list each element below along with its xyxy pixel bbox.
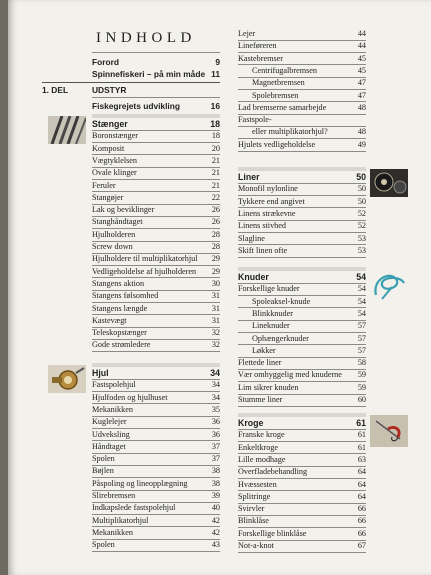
entry-page: 28 [211, 242, 220, 251]
entry-label: Lineknuder [252, 321, 290, 331]
toc-entry[interactable] [238, 53, 366, 65]
entry-page: 36 [211, 417, 220, 427]
entry-label: Multiplikatorhjul [92, 515, 149, 525]
entry-page: 64 [357, 479, 366, 489]
toc-entry[interactable] [92, 539, 220, 551]
entry-label: Svirvler [238, 504, 265, 514]
entry-page: 59 [357, 370, 366, 380]
entry-label: Lille modhage [238, 454, 286, 464]
entry-page: 64 [357, 467, 366, 477]
part-name: UDSTYR [92, 85, 127, 95]
entry-label: Lad bremserne samarbejde [238, 102, 327, 112]
entry-label: Blinklåse [238, 516, 269, 526]
hook-thumbnail [370, 415, 408, 447]
toc-entry[interactable] [92, 490, 220, 502]
section-heading[interactable] [238, 271, 366, 283]
entry-page: 22 [211, 192, 220, 202]
row-rule [238, 151, 366, 152]
row-rule [238, 406, 366, 407]
entry-page: 21 [211, 168, 220, 178]
entry-page: 9 [215, 57, 220, 67]
page-title: INDHOLD [96, 30, 196, 46]
entry-label: Løkker [252, 345, 276, 355]
section-heading[interactable] [238, 417, 366, 429]
entry-label: Kuglelejer [92, 417, 127, 427]
entry-page: 59 [357, 382, 366, 392]
entry-page: 50 [357, 196, 366, 206]
entry-label: Kastebremser [238, 53, 284, 63]
entry-page: 20 [211, 143, 220, 153]
line-spool-thumbnail [370, 169, 408, 197]
toc-entry[interactable] [92, 130, 220, 142]
entry-page: 54 [357, 308, 366, 318]
entry-label: Slirebremsen [92, 491, 136, 500]
entry-label: Splitringe [238, 491, 271, 501]
entry-page: 37 [211, 441, 220, 451]
entry-label: Teleskopstænger [92, 328, 147, 338]
entry-label: Lak og beviklinger [92, 205, 155, 215]
toc-entry[interactable] [92, 429, 220, 441]
section-heading[interactable] [92, 118, 220, 130]
toc-entry[interactable] [92, 303, 220, 315]
toc-entry[interactable] [238, 233, 366, 245]
toc-entry[interactable] [238, 333, 366, 345]
toc-entry[interactable] [92, 56, 220, 68]
entry-label: Blinkknuder [252, 308, 293, 318]
toc-entry[interactable] [92, 515, 220, 527]
entry-label: Spolen [92, 454, 115, 464]
entry-label: Monofil nylonline [238, 184, 298, 194]
entry-label: Lineføreren [238, 41, 277, 51]
entry-label: Bøjlen [92, 466, 114, 476]
entry-label: Mekanikken [92, 404, 133, 414]
section-heading[interactable] [92, 367, 220, 379]
toc-entry[interactable] [92, 155, 220, 167]
part-number: 1. DEL [42, 85, 69, 95]
entry-page: 50 [357, 184, 366, 194]
entry-label: Enkeltkroge [238, 442, 279, 452]
entry-page: 34 [210, 368, 220, 378]
entry-label: Håndtaget [92, 441, 126, 451]
entry-label: Fiskegrejets udvikling [92, 101, 180, 111]
toc-entry[interactable] [92, 290, 220, 302]
entry-label: Tykkere end angivet [238, 196, 305, 206]
entry-label: Centrifugalbremsen [252, 65, 318, 75]
entry-page: 43 [211, 540, 220, 550]
toc-entry[interactable] [238, 183, 366, 195]
entry-label: Feruler [92, 180, 116, 190]
toc-entry[interactable] [238, 208, 366, 220]
entry-label: Boronstænger [92, 131, 138, 141]
toc-entry[interactable] [238, 466, 366, 478]
entry-page: 64 [357, 491, 366, 501]
entry-label: Franske kroge [238, 430, 285, 440]
toc-entry[interactable] [92, 453, 220, 465]
toc-entry[interactable] [92, 392, 220, 404]
entry-label: Stangens følsomhed [92, 291, 159, 301]
entry-label: Ophængerknuder [252, 333, 309, 343]
entry-page: 57 [357, 321, 366, 331]
book-page [8, 0, 431, 575]
entry-label: Skift linen ofte [238, 245, 288, 255]
entry-page: 48 [357, 102, 366, 112]
entry-page: 58 [357, 358, 366, 368]
entry-label: Hjul [92, 368, 109, 378]
reel-thumbnail [48, 365, 86, 393]
toc-entry[interactable] [238, 196, 366, 208]
entry-page: 66 [357, 504, 366, 514]
entry-label: Stanghåndtaget [92, 217, 143, 227]
rods-thumbnail [48, 116, 86, 144]
toc-entry[interactable] [92, 379, 220, 391]
entry-label: Lim sikrer knuden [238, 382, 299, 392]
entry-page: 18 [210, 119, 220, 129]
entry-label: Lejer [238, 29, 256, 38]
entry-label: Stænger [92, 119, 128, 129]
entry-page: 42 [211, 527, 220, 537]
toc-entry[interactable] [238, 491, 366, 503]
toc-entry[interactable] [238, 245, 366, 257]
entry-page: 66 [357, 528, 366, 538]
toc-entry[interactable] [238, 90, 366, 102]
entry-label: Screw down [92, 242, 133, 251]
entry-label: Vægtyklelsen [92, 155, 138, 165]
toc-entry[interactable] [238, 479, 366, 491]
toc-entry[interactable] [238, 220, 366, 232]
entry-page: 26 [211, 217, 220, 227]
entry-page: 50 [356, 172, 366, 182]
entry-label: Forord [92, 57, 119, 67]
toc-entry[interactable] [238, 308, 366, 320]
row-rule [238, 257, 366, 258]
toc-entry[interactable] [92, 266, 220, 278]
title-rule [92, 52, 220, 53]
entry-page: 49 [357, 139, 366, 149]
entry-label: Not-a-knot [238, 541, 274, 550]
toc-entry[interactable] [92, 527, 220, 539]
toc-entry[interactable] [238, 369, 366, 381]
row-rule [92, 551, 220, 552]
toc-entry[interactable] [92, 167, 220, 179]
entry-page: 66 [357, 516, 366, 526]
knot-thumbnail [370, 269, 408, 301]
entry-page: 34 [211, 392, 220, 402]
toc-entry[interactable] [238, 126, 366, 138]
toc-entry[interactable] [238, 442, 366, 454]
entry-page: 54 [356, 272, 366, 282]
toc-entry[interactable] [92, 229, 220, 241]
toc-entry[interactable] [238, 345, 366, 357]
toc-entry[interactable] [92, 278, 220, 290]
entry-page: 40 [211, 503, 220, 513]
toc-entry[interactable] [238, 540, 366, 552]
entry-page: 32 [211, 328, 220, 338]
toc-entry[interactable] [92, 339, 220, 351]
entry-page: 31 [211, 291, 220, 301]
entry-label: eller multiplikatorhjul? [252, 127, 328, 137]
entry-label: Gode strømledere [92, 340, 151, 350]
toc-entry[interactable] [238, 114, 366, 126]
row-rule [92, 351, 220, 352]
entry-page: 38 [211, 466, 220, 476]
entry-page: 29 [211, 254, 220, 264]
toc-entry[interactable] [92, 192, 220, 204]
entry-page: 18 [211, 131, 220, 141]
entry-label: Slagline [238, 233, 265, 243]
part-rule [42, 82, 220, 83]
entry-page: 52 [357, 221, 366, 231]
entry-label: Hjulholderen [92, 229, 136, 239]
entry-page: 21 [211, 180, 220, 190]
entry-label: Hjulfoden og hjulhuset [92, 392, 168, 402]
toc-entry[interactable] [238, 28, 366, 40]
entry-label: Stangøjer [92, 192, 124, 202]
entry-label: Spolen [92, 540, 115, 550]
entry-label: Linens stivhed [238, 221, 286, 231]
entry-label: Forskellige blinklåse [238, 528, 307, 538]
toc-entry[interactable] [238, 102, 366, 114]
toc-entry[interactable] [92, 100, 220, 112]
entry-label: Fastspole- [238, 115, 272, 125]
entry-label: Komposit [92, 143, 125, 153]
entry-label: Flettede liner [238, 358, 282, 368]
entry-page: 45 [357, 53, 366, 63]
entry-page: 11 [211, 69, 220, 79]
toc-entry[interactable] [238, 382, 366, 394]
toc-entry[interactable] [238, 77, 366, 89]
entry-label: Hvæssesten [238, 479, 277, 489]
entry-label: Udveksling [92, 429, 130, 439]
toc-entry[interactable] [238, 40, 366, 52]
entry-page: 60 [357, 395, 366, 404]
entry-label: Kroge [238, 418, 264, 428]
part-underline [92, 97, 220, 98]
entry-page: 28 [211, 229, 220, 239]
entry-page: 52 [357, 208, 366, 218]
toc-entry[interactable] [92, 216, 220, 228]
toc-entry[interactable] [238, 320, 366, 332]
entry-page: 16 [210, 101, 220, 111]
toc-entry[interactable] [92, 241, 220, 253]
entry-label: Kastevægt [92, 315, 127, 325]
toc-entry[interactable] [238, 296, 366, 308]
toc-entry[interactable] [92, 465, 220, 477]
toc-entry[interactable] [92, 204, 220, 216]
toc-entry[interactable] [92, 143, 220, 155]
entry-page: 35 [211, 404, 220, 414]
entry-label: Indkapslede fastspolehjul [92, 503, 176, 513]
entry-page: 47 [357, 78, 366, 88]
entry-page: 57 [357, 345, 366, 355]
entry-label: Linens strækevne [238, 208, 296, 218]
section-heading[interactable] [238, 171, 366, 183]
entry-page: 26 [211, 205, 220, 215]
entry-page: 36 [211, 429, 220, 439]
entry-page: 54 [357, 284, 366, 294]
toc-entry[interactable] [92, 68, 220, 80]
entry-label: Stumme liner [238, 395, 283, 404]
toc-entry[interactable] [92, 253, 220, 265]
toc-entry[interactable] [92, 180, 220, 192]
entry-label: Stangens længde [92, 303, 148, 313]
entry-page: 53 [357, 233, 366, 243]
toc-entry[interactable] [92, 478, 220, 490]
entry-label: Mekanikken [92, 527, 133, 537]
entry-label: Vedligeholdelse af hjulholderen [92, 266, 197, 276]
entry-label: Stangens aktion [92, 278, 145, 288]
entry-page: 34 [211, 380, 220, 390]
entry-page: 44 [357, 29, 366, 38]
entry-page: 48 [357, 127, 366, 137]
entry-page: 63 [357, 454, 366, 464]
entry-label: Liner [238, 172, 260, 182]
entry-label: Hjulholdere til multiplikatorhjul [92, 254, 198, 264]
toc-entry[interactable] [238, 503, 366, 515]
entry-page: 47 [357, 90, 366, 100]
entry-page: 57 [357, 333, 366, 343]
entry-page: 30 [211, 278, 220, 288]
entry-page: 54 [357, 296, 366, 306]
entry-label: Hjulets vedligeholdelse [238, 139, 316, 149]
toc-entry[interactable] [238, 454, 366, 466]
entry-label: Ovale klinger [92, 168, 137, 178]
entry-page: 29 [211, 266, 220, 276]
entry-page: 31 [211, 303, 220, 313]
entry-page: 45 [357, 65, 366, 75]
toc-entry[interactable] [92, 327, 220, 339]
entry-page: 61 [357, 442, 366, 452]
entry-label: Spoleaksel-knude [252, 296, 311, 306]
entry-page: 67 [357, 541, 366, 550]
toc-entry[interactable] [238, 65, 366, 77]
entry-page: 38 [211, 478, 220, 488]
toc-entry[interactable] [238, 357, 366, 369]
toc-entry[interactable] [238, 283, 366, 295]
entry-page: 37 [211, 454, 220, 464]
row-rule [238, 552, 366, 553]
entry-page: 21 [211, 155, 220, 165]
entry-label: Forskellige knuder [238, 284, 300, 294]
entry-label: Fastspolehjul [92, 380, 136, 390]
entry-page: 61 [356, 418, 366, 428]
entry-label: Påspoling og lineopplægning [92, 478, 188, 488]
entry-page: 44 [357, 41, 366, 51]
entry-page: 31 [211, 315, 220, 325]
toc-entry[interactable] [238, 528, 366, 540]
toc-entry[interactable] [92, 416, 220, 428]
entry-label: Spolebremsen [252, 90, 299, 100]
toc-entry[interactable] [92, 441, 220, 453]
toc-entry[interactable] [92, 502, 220, 514]
entry-page: 42 [211, 515, 220, 525]
entry-page: 61 [357, 430, 366, 440]
toc-entry[interactable] [92, 315, 220, 327]
entry-label: Magnetbremsen [252, 78, 305, 88]
toc-entry[interactable] [238, 515, 366, 527]
entry-label: Vær omhyggelig med knuderne [238, 370, 342, 380]
toc-entry[interactable] [92, 404, 220, 416]
entry-label: Spinnefiskeri – på min måde [92, 69, 206, 79]
toc-entry[interactable] [238, 429, 366, 441]
entry-label: Overfladebehandling [238, 467, 308, 477]
toc-entry[interactable] [238, 394, 366, 406]
entry-page: 39 [211, 491, 220, 500]
entry-page: 53 [357, 245, 366, 255]
toc-entry[interactable] [238, 139, 366, 151]
entry-page: 32 [211, 340, 220, 350]
entry-label: Knuder [238, 272, 269, 282]
